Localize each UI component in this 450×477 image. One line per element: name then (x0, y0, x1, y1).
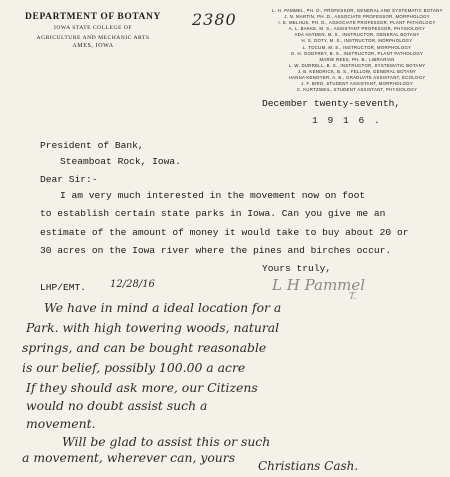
typist-initials: LHP/EMT. (40, 282, 87, 293)
date-line-2: 1 9 1 6 . (312, 115, 382, 126)
reply-signature: Christians Cash. (258, 459, 359, 473)
body-line: I am very much interested in the movement now on foot (60, 190, 366, 201)
handwritten-reply-line: Park. with high towering woods, natural (26, 320, 280, 335)
staff-line: J. B. KENDRICK, B. S., FELLOW, GENERAL BOTANY (297, 68, 417, 74)
staff-line: ADA HAYDEN, M. S., INSTRUCTOR, GENERAL BOTANY (294, 32, 420, 38)
staff-line: L. H. PAMMEL, PH. D., PROFESSOR, GENERAL AND SYSTEMATIC BOTANY (272, 8, 443, 13)
handwritten-reply-line: Will be glad to assist this or such (62, 434, 271, 449)
signature-mark: T. (349, 292, 357, 302)
staff-list (272, 8, 442, 93)
recipient-line-2: Steamboat Rock, Iowa. (60, 156, 181, 167)
handwritten-reply-line: would no doubt assist such a (26, 398, 208, 413)
city: AMES, IOWA (72, 43, 114, 49)
date-line-1: December twenty-seventh, (262, 98, 401, 109)
institution-line-2: AGRICULTURE AND MECHANIC ARTS (36, 35, 150, 41)
staff-line: J. N. MARTIN, PH. D., ASSOCIATE PROFESSOR, MORPHOLOGY (284, 14, 430, 20)
closing: Yours truly, (262, 263, 332, 274)
institution-line-1: IOWA STATE COLLEGE OF (54, 25, 132, 31)
file-number: 2380 (192, 10, 237, 29)
salutation: Dear Sir:- (40, 174, 98, 185)
staff-line: L. W. DURRELL, B. S., INSTRUCTOR, SYSTEMATIC BOTANY (288, 62, 426, 68)
handwritten-reply-line: is our belief, possibly 100.00 a acre (22, 360, 246, 375)
staff-line: MARIE REES, PH. B., LIBRARIAN (319, 56, 395, 62)
handwritten-reply-line: If they should ask more, our Citizens (26, 380, 258, 395)
staff-line: L. TOCUM, M. S., INSTRUCTOR, MORPHOLOGY (302, 44, 412, 50)
handwritten-reply-line: a movement, wherever can, yours (22, 450, 236, 465)
body-line: estimate of the amount of money it would take to buy about 20 or (40, 227, 409, 238)
staff-line: I. E. MELHUS, PH. D., ASSOCIATE PROFESSOR, PLANT PATHOLOGY (278, 20, 436, 26)
signature: L H Pammel (272, 276, 366, 294)
recipient-line-1: President of Bank, (40, 140, 144, 151)
staff-line: C. KURTZWEIL, STUDENT ASSISTANT, PHYSIOLOGY (296, 87, 418, 93)
staff-line: G. H. GODFREY, B. S., INSTRUCTOR, PLANT PATHOLOGY (290, 50, 424, 56)
staff-line: A. L. BAKKE, M. S., ASSISTANT PROFESSOR, PHYSIOLOGY (288, 26, 426, 32)
staff-line: HANNA KENOYER, A. B., GRADUATE ASSISTANT, ECOLOGY (288, 75, 426, 81)
handwritten-reply-line: springs, and can be bought reasonable (22, 340, 267, 355)
staff-line: J. F. BIRD, STUDENT ASSISTANT, MORPHOLOGY (301, 81, 413, 87)
body-line: to establish certain state parks in Iowa. Can you give me an (40, 208, 386, 219)
body-line: 30 acres on the Iowa river where the pines and birches occur. (40, 245, 392, 256)
staff-line: H. S. DOTY, M. S., INSTRUCTOR, MORPHOLOGY (301, 38, 413, 44)
handwritten-date: 12/28/16 (110, 279, 155, 290)
handwritten-reply-line: movement. (26, 416, 96, 431)
handwritten-reply-line: We have in mind a ideal location for a (44, 300, 282, 315)
department-name: DEPARTMENT OF BOTANY (25, 12, 161, 22)
letterhead-left (18, 12, 168, 49)
